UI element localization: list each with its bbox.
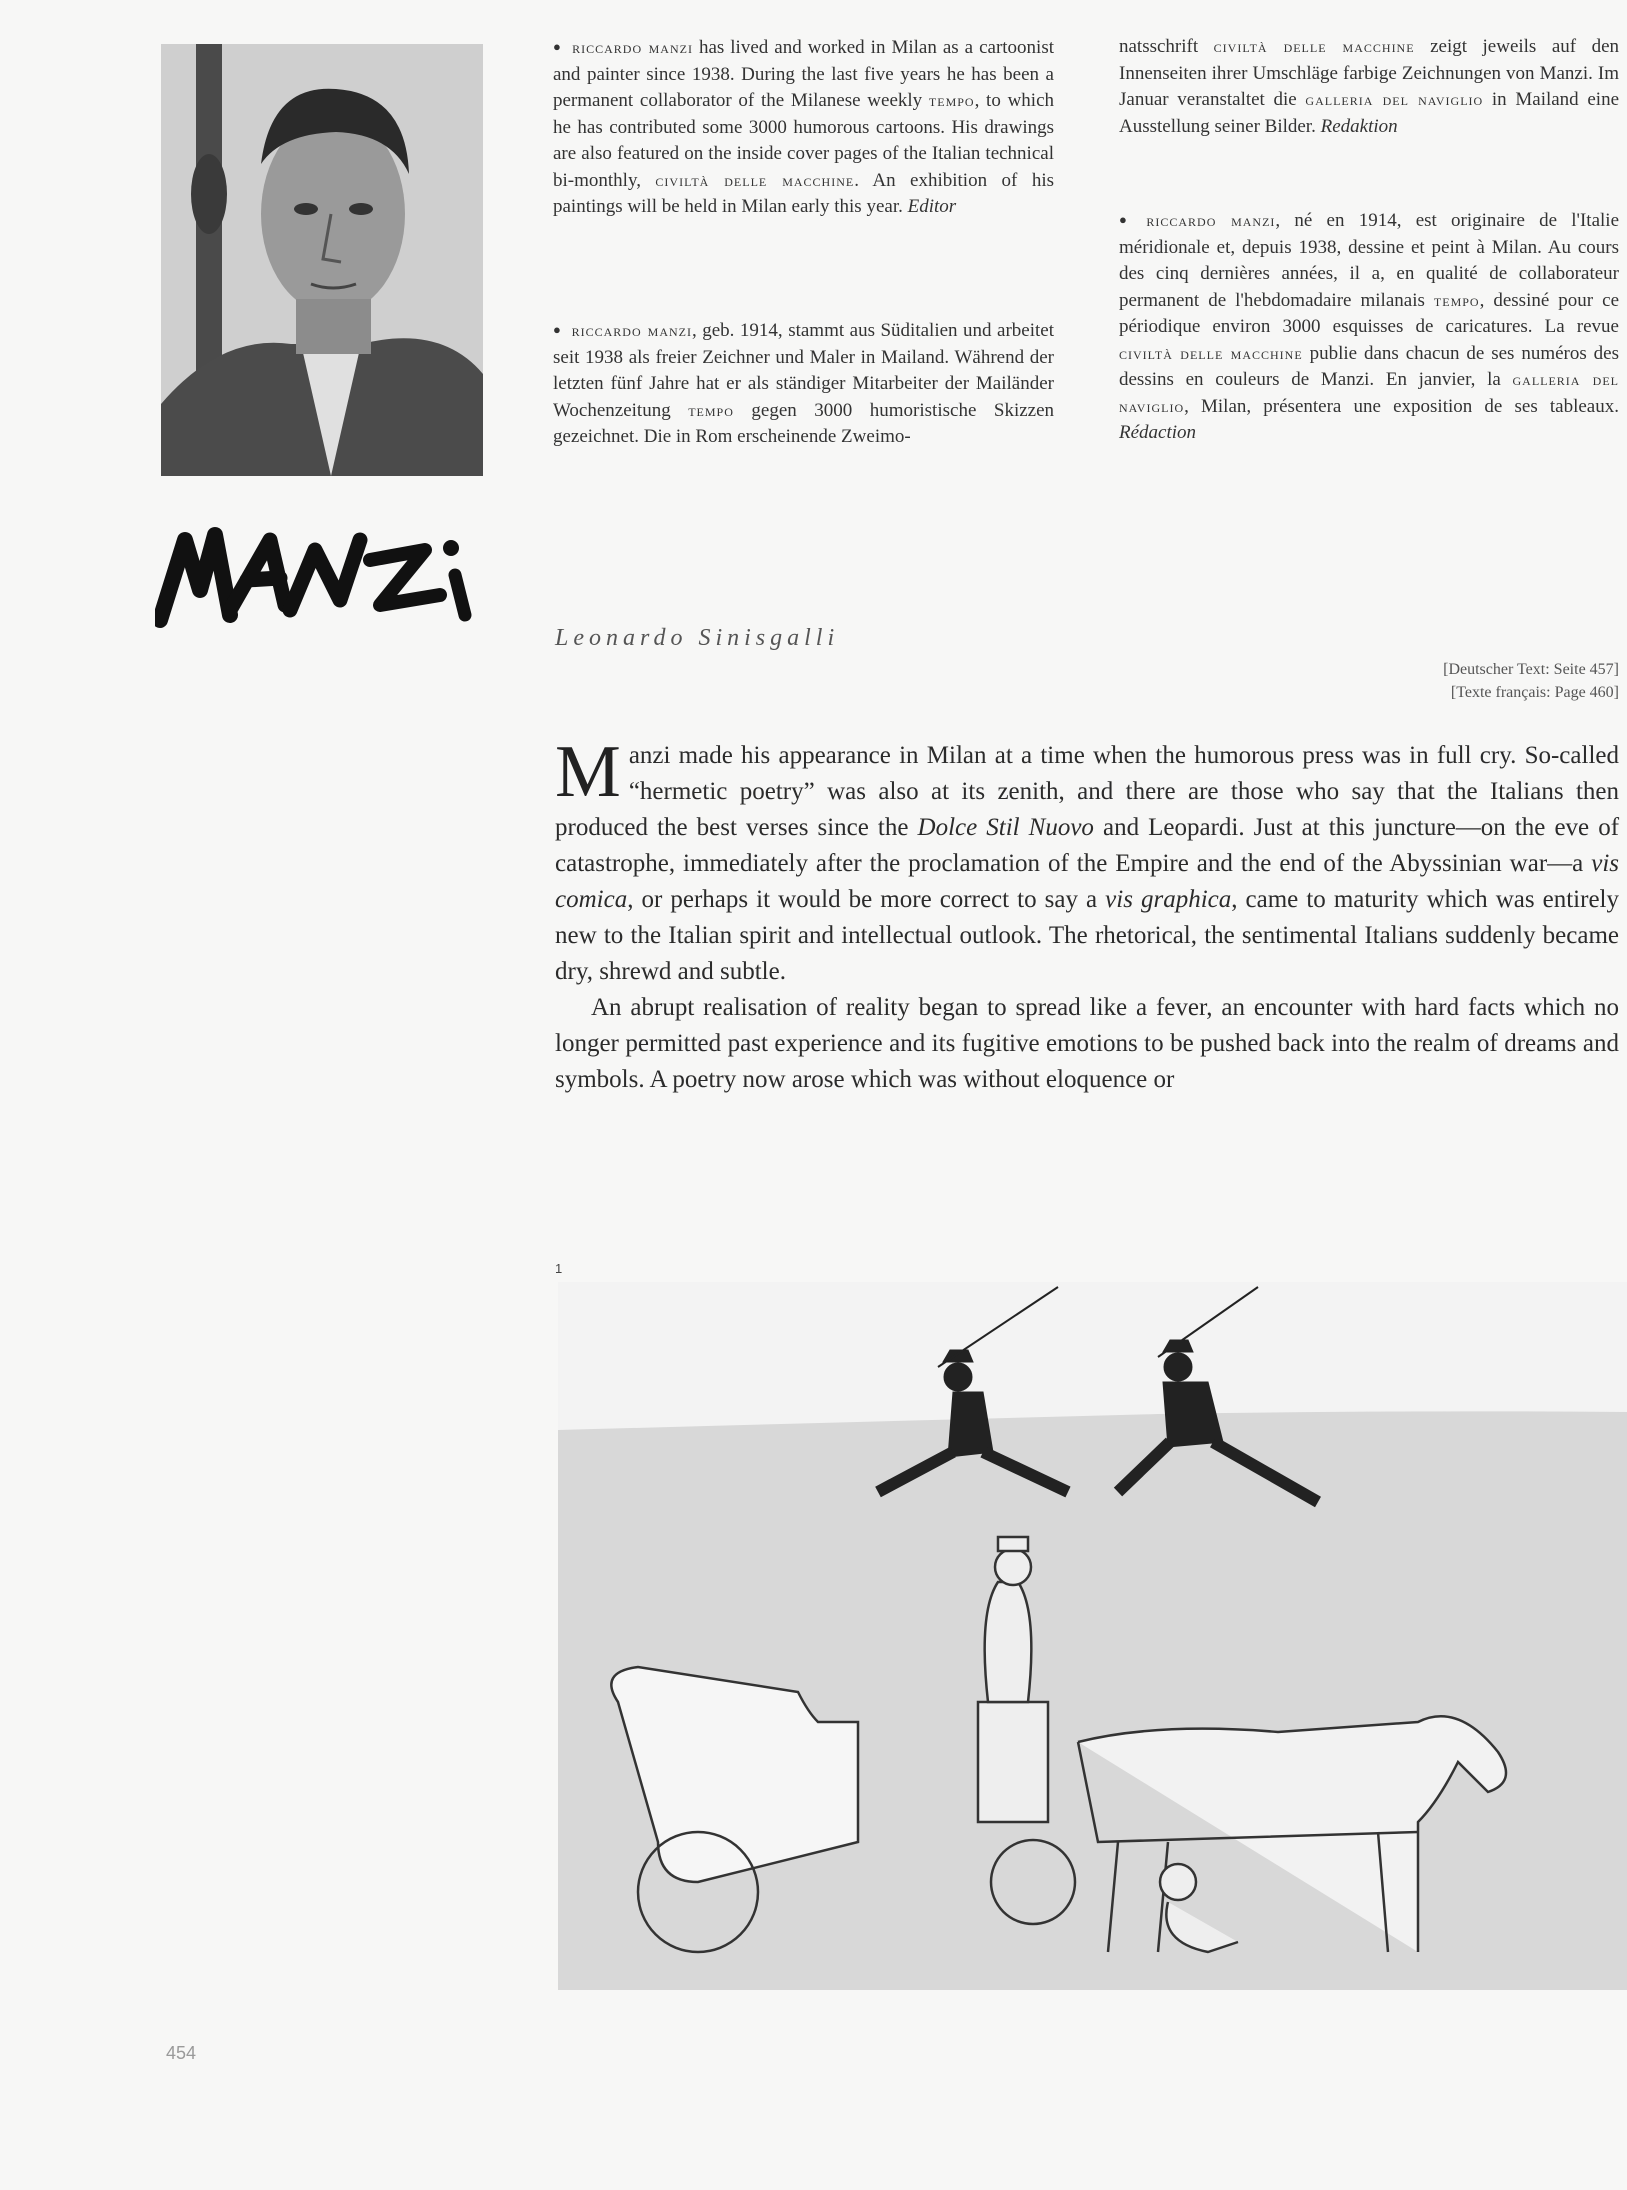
bio-text: in Mailand eine Ausstellung seiner Bilder.	[1119, 89, 1620, 137]
italic-term: Dolce Stil Nuovo	[917, 814, 1094, 841]
bio-text: . An exhibition of his paintings will be held in Milan early this year.	[553, 169, 1054, 217]
publication-name: tempo	[688, 400, 734, 420]
page-number: 454	[166, 2043, 197, 2063]
bullet-icon: ●	[1119, 212, 1137, 227]
artist-portrait-photo	[161, 44, 483, 476]
drop-cap: M	[555, 731, 621, 813]
publication-name: civiltà delle macchine	[1119, 343, 1303, 363]
article-text: , or perhaps it would be more correct to say a	[627, 886, 1098, 913]
italic-term: vis comica	[555, 850, 1619, 913]
bio-text: publie dans chacun de ses numéros des dessins en couleurs de Manzi. En janvier, la	[1119, 342, 1619, 390]
article-text: and Leopardi. Just at this juncture—on the eve of catastrophe, immediately after the proclamation of the Empire and the end of the Abyssinian war—a	[555, 814, 1620, 877]
bio-french	[1119, 207, 1619, 447]
article-body	[555, 731, 1620, 1098]
bio-text: , to which he has contributed some 3000 humorous cartoons. His drawings are also featured on the inside cover pages of the Italian technical bi-monthly,	[553, 90, 1054, 191]
manzi-signature-logo	[155, 520, 485, 630]
french-text-reference: [Texte français: Page 460]	[1450, 684, 1619, 701]
bio-text: has lived and worked in Milan as a cartoonist and painter since 1938. During the last five years he has been a permanent collaborator of the Milanese weekly	[553, 37, 1054, 111]
figure-number: 1	[555, 1261, 563, 1276]
article-paragraph	[555, 731, 1620, 990]
german-text-reference: [Deutscher Text: Seite 457]	[1443, 661, 1619, 678]
bio-text: zeigt jeweils auf den Innenseiten ihrer Umschläge farbige Zeichnungen von Manzi. Im Januar veranstaltet die	[1119, 36, 1620, 110]
bio-german-continued	[1119, 34, 1619, 140]
publication-name: tempo	[1433, 290, 1480, 310]
bio-signoff: Rédaction	[1119, 422, 1197, 443]
bio-text: gegen 3000 humoristische Skizzen gezeichnet. Die in Rom erscheinende Zweimo-	[553, 399, 1055, 447]
cartoon-illustration	[558, 1282, 1627, 1990]
bio-name: riccardo manzi	[572, 38, 693, 57]
bullet-icon: ●	[553, 322, 562, 337]
bio-text: , né en 1914, est originaire de l'Italie méridionale et, depuis 1938, dessine et peint à Milan. Au cours des cinq dernières années, il a, en qualité de collaborateur permanent de l'hebdomadaire milanais	[1119, 210, 1620, 311]
bio-text: , geb. 1914, stammt aus Süditalien und arbeitet seit 1938 als freier Zeichner und Maler in Mailand. Während der letzten fünf Jahre hat er als ständiger Mitarbeiter der Mailänder Wochenzeitung	[553, 320, 1055, 421]
article-text: anzi made his appearance in Milan at a time when the humorous press was in full cry. So-called “hermetic poetry” was also at its zenith, and there are those who say that the Italians then produced the best verses since the	[555, 742, 1619, 841]
article-author: Leonardo Sinisgalli	[555, 625, 840, 651]
publication-name: tempo	[928, 91, 975, 110]
bio-name: riccardo manzi	[1146, 211, 1276, 230]
bullet-icon: ●	[553, 39, 563, 54]
italic-term: vis graphica	[1105, 886, 1232, 913]
publication-name: civiltà delle macchine	[1213, 37, 1415, 56]
bio-german	[553, 317, 1054, 451]
article-paragraph: An abrupt realisation of reality began to spread like a fever, an encounter with hard facts which no longer permitted past experience and its fugitive emotions to be pushed back into the realm of dreams and symbols. A poetry now arose which was without eloquence or	[555, 994, 1619, 1093]
publication-name: civiltà delle macchine	[655, 170, 855, 190]
gallery-name: galleria del naviglio	[1119, 370, 1619, 416]
bio-signoff: Redaktion	[1320, 115, 1398, 137]
bio-english	[553, 34, 1054, 221]
gallery-name: galleria del naviglio	[1305, 90, 1484, 109]
bio-text: , dessiné pour ce périodique environ 3000 esquisses de caricatures. La revue	[1119, 289, 1620, 337]
bio-text: natsschrift	[1119, 36, 1199, 57]
bio-text: , Milan, présentera une exposition de ses tableaux.	[1184, 395, 1619, 417]
bio-name: riccardo manzi	[571, 321, 692, 340]
bio-signoff: Editor	[907, 196, 957, 217]
article-text: , came to maturity which was entirely new to the Italian spirit and intellectual outlook. The rhetorical, the sentimental Italians suddenly became dry, shrewd and subtle.	[555, 886, 1619, 985]
